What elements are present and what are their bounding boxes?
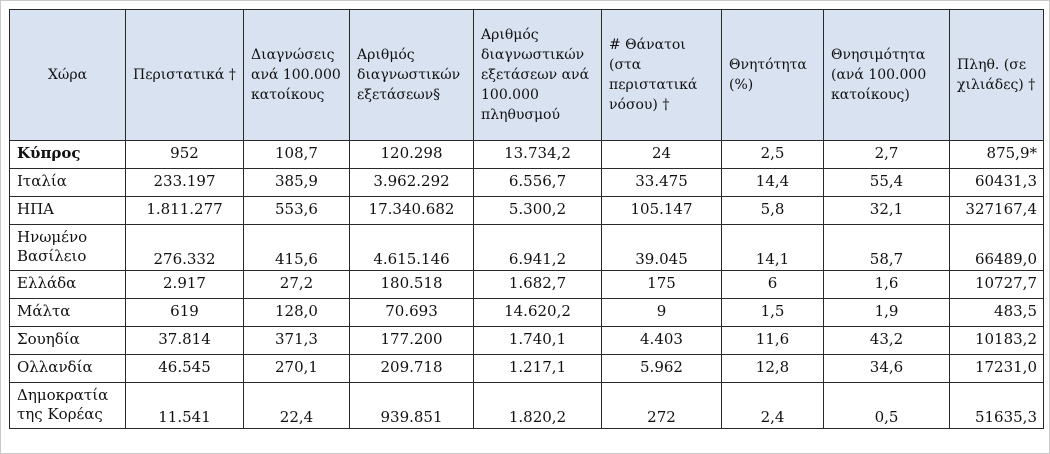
population-cell: 17231,0 [950, 355, 1044, 383]
deaths-cell: 5.962 [602, 355, 722, 383]
country-cell: Ιταλία [10, 169, 126, 197]
cases-cell: 952 [126, 141, 244, 169]
population-cell: 51635,3 [950, 383, 1044, 429]
population-cell: 60431,3 [950, 169, 1044, 197]
header-deaths: # Θάνατοι (στα περιστατικά νόσου) † [602, 10, 722, 141]
deaths-cell: 175 [602, 271, 722, 299]
table-row [10, 141, 1044, 169]
tests-per-100k-cell: 1.217,1 [474, 355, 602, 383]
case-fatality-cell: 6 [722, 271, 824, 299]
deaths-cell: 9 [602, 299, 722, 327]
cases-cell: 1.811.277 [126, 197, 244, 225]
tests-cell: 70.693 [350, 299, 474, 327]
mortality-cell: 32,1 [824, 197, 950, 225]
country-cell: Μάλτα [10, 299, 126, 327]
country-cell: Κύπρος [10, 141, 126, 169]
tests-cell: 180.518 [350, 271, 474, 299]
table-row [10, 327, 1044, 355]
tests-per-100k-cell: 1.740,1 [474, 327, 602, 355]
tests-per-100k-cell: 5.300,2 [474, 197, 602, 225]
diagnoses-per-100k-cell: 553,6 [244, 197, 350, 225]
mortality-cell: 43,2 [824, 327, 950, 355]
table-row [10, 355, 1044, 383]
header-row [10, 10, 1044, 141]
population-cell: 327167,4 [950, 197, 1044, 225]
tests-per-100k-cell: 13.734,2 [474, 141, 602, 169]
case-fatality-cell: 14,4 [722, 169, 824, 197]
case-fatality-cell: 11,6 [722, 327, 824, 355]
tests-per-100k-cell: 1.820,2 [474, 383, 602, 429]
mortality-cell: 1,9 [824, 299, 950, 327]
country-cell: Σουηδία [10, 327, 126, 355]
mortality-cell: 55,4 [824, 169, 950, 197]
covid-statistics-table [9, 9, 1044, 429]
mortality-cell: 1,6 [824, 271, 950, 299]
deaths-cell: 33.475 [602, 169, 722, 197]
table-row [10, 197, 1044, 225]
header-case-fatality: Θνητότητα (%) [722, 10, 824, 141]
mortality-cell: 34,6 [824, 355, 950, 383]
population-cell: 66489,0 [950, 225, 1044, 271]
header-tests-per-100k: Αριθμός διαγνωστικών εξετάσεων ανά 100.000 πληθυσμού [474, 10, 602, 141]
diagnoses-per-100k-cell: 22,4 [244, 383, 350, 429]
cases-cell: 276.332 [126, 225, 244, 271]
tests-per-100k-cell: 14.620,2 [474, 299, 602, 327]
mortality-cell: 58,7 [824, 225, 950, 271]
diagnoses-per-100k-cell: 385,9 [244, 169, 350, 197]
header-diagnoses-per-100k: Διαγνώσεις ανά 100.000 κατοίκους [244, 10, 350, 141]
case-fatality-cell: 2,4 [722, 383, 824, 429]
deaths-cell: 39.045 [602, 225, 722, 271]
tests-per-100k-cell: 6.941,2 [474, 225, 602, 271]
diagnoses-per-100k-cell: 108,7 [244, 141, 350, 169]
cases-cell: 37.814 [126, 327, 244, 355]
country-cell: Δημοκρατία της Κορέας [10, 383, 126, 429]
country-cell: Ολλανδία [10, 355, 126, 383]
deaths-cell: 24 [602, 141, 722, 169]
header-tests: Αριθμός διαγνωστικών εξετάσεων§ [350, 10, 474, 141]
mortality-cell: 0,5 [824, 383, 950, 429]
deaths-cell: 4.403 [602, 327, 722, 355]
country-cell: ΗΠΑ [10, 197, 126, 225]
deaths-cell: 105.147 [602, 197, 722, 225]
header-cases: Περιστατικά † [126, 10, 244, 141]
table-row [10, 169, 1044, 197]
header-population: Πληθ. (σε χιλιάδες) † [950, 10, 1044, 141]
tests-cell: 120.298 [350, 141, 474, 169]
tests-cell: 17.340.682 [350, 197, 474, 225]
tests-cell: 3.962.292 [350, 169, 474, 197]
tests-per-100k-cell: 6.556,7 [474, 169, 602, 197]
diagnoses-per-100k-cell: 27,2 [244, 271, 350, 299]
population-cell: 875,9* [950, 141, 1044, 169]
tests-cell: 177.200 [350, 327, 474, 355]
header-mortality: Θνησιμότητα (ανά 100.000 κατοίκους) [824, 10, 950, 141]
table-row [10, 383, 1044, 429]
case-fatality-cell: 12,8 [722, 355, 824, 383]
case-fatality-cell: 14,1 [722, 225, 824, 271]
country-cell: Ελλάδα [10, 271, 126, 299]
case-fatality-cell: 2,5 [722, 141, 824, 169]
cases-cell: 46.545 [126, 355, 244, 383]
diagnoses-per-100k-cell: 415,6 [244, 225, 350, 271]
population-cell: 10183,2 [950, 327, 1044, 355]
cases-cell: 619 [126, 299, 244, 327]
cases-cell: 2.917 [126, 271, 244, 299]
case-fatality-cell: 1,5 [722, 299, 824, 327]
diagnoses-per-100k-cell: 128,0 [244, 299, 350, 327]
cases-cell: 11.541 [126, 383, 244, 429]
table-row [10, 271, 1044, 299]
tests-cell: 939.851 [350, 383, 474, 429]
tests-per-100k-cell: 1.682,7 [474, 271, 602, 299]
cases-cell: 233.197 [126, 169, 244, 197]
table-row [10, 299, 1044, 327]
tests-cell: 209.718 [350, 355, 474, 383]
tests-cell: 4.615.146 [350, 225, 474, 271]
header-country: Χώρα [10, 10, 126, 141]
case-fatality-cell: 5,8 [722, 197, 824, 225]
population-cell: 483,5 [950, 299, 1044, 327]
country-cell: Ηνωμένο Βασίλειο [10, 225, 126, 271]
diagnoses-per-100k-cell: 270,1 [244, 355, 350, 383]
deaths-cell: 272 [602, 383, 722, 429]
diagnoses-per-100k-cell: 371,3 [244, 327, 350, 355]
population-cell: 10727,7 [950, 271, 1044, 299]
mortality-cell: 2,7 [824, 141, 950, 169]
table-row [10, 225, 1044, 271]
